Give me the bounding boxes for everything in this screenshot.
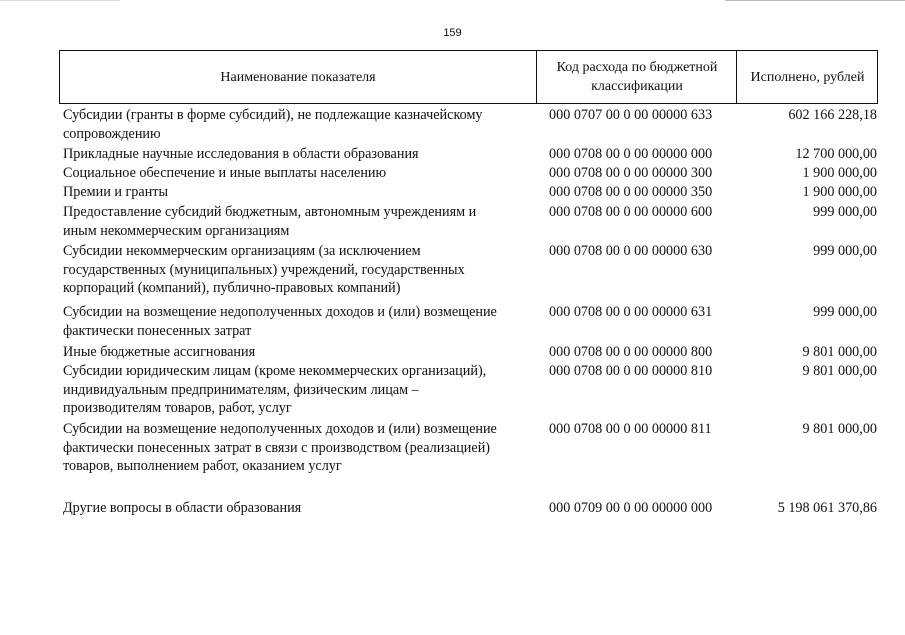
row-code: 000 0708 00 0 00 00000 300 xyxy=(549,165,713,181)
row-amount: 602 166 228,18 xyxy=(788,107,877,123)
row-name xyxy=(63,203,538,240)
row-name xyxy=(63,164,538,183)
row-name-line: Субсидии некоммерческим организациям (за исключением xyxy=(63,243,421,259)
row-name xyxy=(63,343,538,362)
row-name-line: Предоставление субсидий бюджетным, автономным учреждениям и xyxy=(63,204,477,220)
row-amount: 9 801 000,00 xyxy=(802,363,877,379)
row-name-line: индивидуальным предпринимателям, физическим лицам – xyxy=(63,381,419,398)
row-name xyxy=(63,242,538,298)
row-code: 000 0708 00 0 00 00000 631 xyxy=(549,304,713,320)
row-name-line: фактически понесенных затрат xyxy=(63,322,252,339)
row-name-line: сопровождению xyxy=(63,125,161,142)
header-code: Код расхода по бюджетной классификации xyxy=(556,60,718,94)
row-name xyxy=(63,183,538,202)
row-code: 000 0708 00 0 00 00000 000 xyxy=(549,146,713,162)
row-name-line: государственных (муниципальных) учреждений, государственных xyxy=(63,261,465,278)
row-code: 000 0708 00 0 00 00000 800 xyxy=(549,344,713,360)
row-amount: 12 700 000,00 xyxy=(795,146,877,162)
row-code: 000 0708 00 0 00 00000 630 xyxy=(549,243,713,259)
row-name-line: Другие вопросы в области образования xyxy=(63,500,302,516)
row-name-line: Иные бюджетные ассигнования xyxy=(63,344,256,360)
row-name-line: фактически понесенных затрат в связи с производством (реализацией) xyxy=(63,439,491,456)
row-amount: 9 801 000,00 xyxy=(802,421,877,437)
row-code: 000 0708 00 0 00 00000 810 xyxy=(549,363,713,379)
row-name-line: иным некоммерческим организациям xyxy=(63,222,290,239)
row-name-line: товаров, выполнением работ, оказанием услуг xyxy=(63,458,342,474)
row-code: 000 0708 00 0 00 00000 350 xyxy=(549,184,713,200)
column-divider xyxy=(536,51,537,103)
row-amount: 1 900 000,00 xyxy=(802,184,877,200)
row-amount: 9 801 000,00 xyxy=(802,344,877,360)
row-name-line: Субсидии на возмещение недополученных доходов и (или) возмещение xyxy=(63,421,497,437)
row-name xyxy=(63,145,538,164)
row-amount: 1 900 000,00 xyxy=(802,165,877,181)
header-amount: Исполнено, рублей xyxy=(750,69,865,85)
row-code: 000 0707 00 0 00 00000 633 xyxy=(549,107,713,123)
row-name xyxy=(63,499,538,518)
row-code: 000 0708 00 0 00 00000 811 xyxy=(549,421,712,437)
table-header xyxy=(59,50,878,104)
row-amount: 999 000,00 xyxy=(813,304,877,320)
row-name-line: Субсидии на возмещение недополученных доходов и (или) возмещение xyxy=(63,304,497,320)
row-name xyxy=(63,362,538,418)
row-name-line: Субсидии (гранты в форме субсидий), не подлежащие казначейскому xyxy=(63,107,483,123)
row-name xyxy=(63,303,538,340)
row-amount: 5 198 061 370,86 xyxy=(777,500,877,516)
row-amount: 999 000,00 xyxy=(813,243,877,259)
row-code: 000 0709 00 0 00 00000 000 xyxy=(549,500,713,516)
row-name xyxy=(63,420,538,476)
row-name-line: Социальное обеспечение и иные выплаты населению xyxy=(63,165,387,181)
row-name-line: Премии и гранты xyxy=(63,184,169,200)
page-number: 159 xyxy=(443,27,462,39)
row-name-line: Субсидии юридическим лицам (кроме некоммерческих организаций), xyxy=(63,363,487,379)
row-name-line: Прикладные научные исследования в области образования xyxy=(63,146,419,162)
row-code: 000 0708 00 0 00 00000 600 xyxy=(549,204,713,220)
row-name-line: производителям товаров, работ, услуг xyxy=(63,400,292,416)
row-amount: 999 000,00 xyxy=(813,204,877,220)
scan-artifact xyxy=(0,0,120,1)
column-divider xyxy=(736,51,737,103)
row-name xyxy=(63,106,538,143)
header-name: Наименование показателя xyxy=(220,69,376,85)
scan-artifact xyxy=(725,0,905,1)
row-name-line: корпораций (компаний), публично-правовых компаний) xyxy=(63,280,401,296)
